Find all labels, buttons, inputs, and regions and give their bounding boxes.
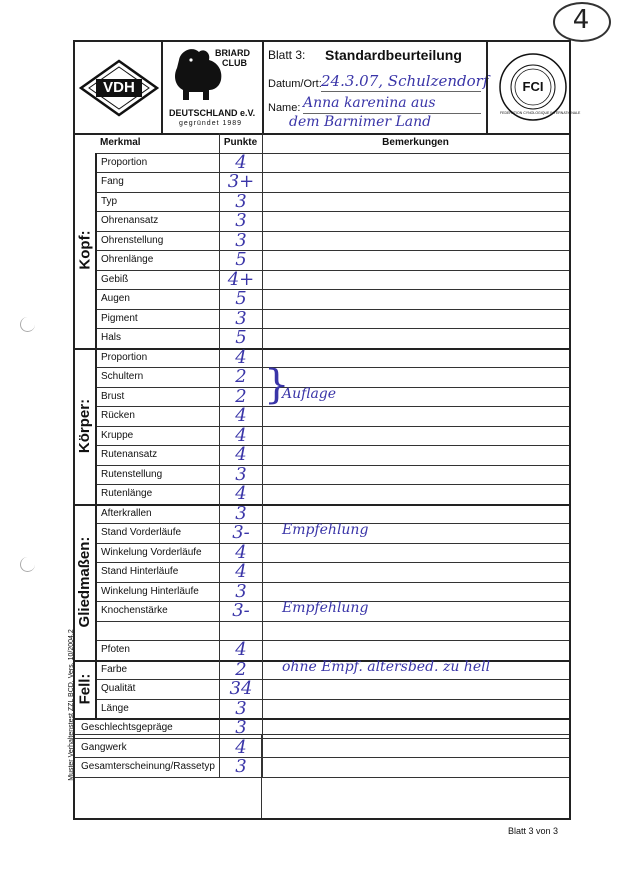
- punkte-column-right: [262, 133, 263, 777]
- vdh-logo-text: VDH: [103, 79, 135, 96]
- merkmal-cell: Schultern: [101, 371, 144, 382]
- merkmal-cell: Proportion: [101, 156, 148, 168]
- merkmal-cell: Pigment: [101, 312, 138, 324]
- punkte-cell: 3: [235, 697, 247, 719]
- merkmal-cell: Augen: [101, 293, 130, 304]
- merkmal-cell: Rutenlänge: [101, 488, 153, 499]
- evaluation-sheet: [73, 40, 581, 820]
- bottom-divider: [261, 734, 262, 818]
- form-version-note: Muster Verhaltenstest ZZL BCD, Vers. 10/2004.2: [68, 629, 75, 781]
- merkmal-cell: Farbe: [101, 663, 128, 675]
- row-rule: [95, 640, 569, 641]
- punkte-cell: 4: [235, 736, 247, 758]
- row-rule: [95, 621, 569, 622]
- row-rule: [95, 679, 569, 680]
- row-rule: [75, 348, 569, 350]
- fci-logo: [498, 52, 581, 122]
- row-rule: [95, 289, 569, 290]
- header-divider: [262, 42, 264, 133]
- section-divider: [95, 504, 97, 660]
- date-underline: [321, 91, 481, 92]
- header-rule: [95, 153, 569, 154]
- page-number: 4: [572, 5, 590, 35]
- punkte-cell: 2: [235, 366, 247, 387]
- punkte-cell: 3+: [227, 171, 255, 192]
- name-label: Name:: [268, 102, 301, 114]
- punkte-cell: 3: [235, 190, 247, 212]
- merkmal-cell: Geschlechtsgepräge: [81, 722, 173, 733]
- merkmal-cell: Qualität: [101, 683, 136, 694]
- merkmal-cell: Proportion: [101, 351, 148, 363]
- merkmal-cell: Gebiß: [101, 273, 129, 285]
- punkte-cell: 4: [235, 444, 247, 465]
- vdh-logo: [79, 59, 159, 117]
- row-rule: [95, 172, 569, 173]
- row-rule: [95, 406, 569, 407]
- merkmal-cell: Afterkrallen: [101, 507, 152, 519]
- merkmal-cell: Rutenansatz: [101, 449, 158, 460]
- row-rule: [95, 328, 569, 329]
- section-divider: [95, 348, 97, 504]
- section-label: Gliedmaßen:: [76, 536, 93, 627]
- punkte-cell: 3: [235, 210, 247, 231]
- merkmal-cell: Gesamterscheinung/Rassetyp: [81, 761, 215, 772]
- punkte-cell: 3: [235, 717, 247, 738]
- punkte-cell: 4: [235, 541, 247, 563]
- sheet-title: Standardbeurteilung: [325, 47, 462, 63]
- merkmal-cell: Knochenstärke: [101, 605, 168, 616]
- punkte-cell: 4: [235, 151, 247, 173]
- punch-mark: [20, 557, 35, 572]
- evaluation-table: [75, 133, 569, 777]
- punkte-cell: 2: [235, 658, 247, 680]
- merkmal-cell: Winkelung Hinterläufe: [101, 585, 199, 597]
- merkmal-cell: Winkelung Vorderläufe: [101, 546, 202, 558]
- merkmal-cell: Stand Vorderläufe: [101, 527, 182, 538]
- fci-logo-text: FCI: [522, 79, 544, 94]
- bemerkung-cell: Empfehlung: [282, 522, 369, 538]
- merkmal-cell: Stand Hinterläufe: [101, 566, 179, 577]
- merkmal-cell: Typ: [101, 195, 118, 207]
- row-rule: [95, 426, 569, 427]
- row-rule: [75, 777, 569, 778]
- merkmal-cell: Länge: [101, 702, 129, 714]
- club-name-line3: DEUTSCHLAND e.V.: [169, 108, 256, 118]
- punkte-cell: 4: [235, 639, 247, 660]
- row-rule: [95, 231, 569, 232]
- row-rule: [95, 699, 569, 700]
- row-rule: [95, 484, 569, 485]
- punkte-cell: 4: [235, 561, 247, 582]
- brace-mark: }: [264, 362, 290, 408]
- punkte-cell: 3: [235, 229, 247, 251]
- name-value-line2: dem Barnimer Land: [289, 114, 432, 130]
- column-header-punkte: Punkte: [223, 137, 258, 148]
- row-rule: [95, 270, 569, 271]
- punkte-cell: 3: [235, 307, 247, 329]
- header-divider: [161, 42, 163, 133]
- merkmal-cell: Ohrenstellung: [101, 234, 164, 246]
- date-place-value: 24.3.07, Schulzendorf: [321, 72, 489, 90]
- row-rule: [95, 192, 569, 193]
- punkte-cell: 2: [235, 385, 247, 407]
- date-place-label: Datum/Ort:: [268, 78, 322, 90]
- merkmal-cell: Pfoten: [101, 644, 130, 655]
- row-rule: [95, 367, 569, 368]
- club-name-line4: gegründet 1989: [179, 120, 243, 127]
- row-rule: [95, 309, 569, 310]
- punkte-cell: 3: [235, 756, 247, 777]
- punkte-cell: 34: [229, 678, 253, 699]
- column-header-bemerkungen: Bemerkungen: [382, 137, 449, 148]
- row-rule: [95, 250, 569, 251]
- sheet-label: Blatt 3:: [268, 48, 306, 62]
- punkte-cell: 3: [235, 580, 247, 602]
- punkte-cell: 5: [235, 249, 247, 270]
- section-label: Kopf:: [76, 230, 93, 270]
- merkmal-cell: Hals: [101, 332, 122, 343]
- bemerkung-cell: Auflage: [282, 385, 337, 402]
- club-name-line2: CLUB: [222, 58, 247, 68]
- punkte-cell: 4: [235, 346, 247, 368]
- row-rule: [95, 211, 569, 212]
- punkte-cell: 4+: [227, 268, 255, 290]
- table-bottom-rule: [75, 734, 569, 735]
- punkte-cell: 4: [235, 424, 247, 446]
- row-rule: [95, 445, 569, 446]
- section-divider: [95, 660, 97, 719]
- merkmal-cell: Kruppe: [101, 429, 134, 441]
- merkmal-cell: Gangwerk: [81, 741, 127, 753]
- punkte-cell: 3-: [232, 600, 250, 621]
- merkmal-cell: Rücken: [101, 410, 135, 421]
- punkte-cell: 3: [235, 502, 247, 524]
- punkte-column-left: [219, 133, 220, 777]
- punkte-cell: 4: [235, 483, 247, 504]
- briard-club-logo: [165, 46, 265, 130]
- name-value-line1: Anna karenina aus: [303, 95, 436, 111]
- section-label: Fell:: [76, 673, 93, 705]
- punkte-cell: 4: [235, 405, 247, 426]
- merkmal-cell: Ohrenlänge: [101, 254, 154, 265]
- section-label: Körper:: [76, 398, 93, 453]
- fci-logo-ring-text: FEDERATION CYNOLOGIQUE INTERNATIONALE: [500, 111, 581, 115]
- punch-mark: [20, 317, 35, 332]
- bemerkung-cell: Empfehlung: [282, 600, 369, 616]
- punkte-cell: 5: [235, 288, 247, 309]
- punkte-cell: 3-: [232, 522, 250, 543]
- punkte-cell: 5: [235, 327, 247, 348]
- bemerkung-cell: ohne Empf. altersbed. zu hell: [282, 658, 491, 675]
- row-rule: [75, 738, 569, 739]
- club-name-line1: BRIARD: [215, 48, 250, 58]
- merkmal-cell: Fang: [101, 176, 124, 187]
- merkmal-cell: Rutenstellung: [101, 468, 163, 480]
- merkmal-cell: Ohrenansatz: [101, 215, 159, 226]
- merkmal-cell: Brust: [101, 390, 125, 402]
- row-rule: [95, 465, 569, 466]
- header-divider: [486, 42, 488, 133]
- punkte-cell: 3: [235, 463, 247, 485]
- column-header-merkmal: Merkmal: [100, 137, 141, 148]
- page-footer: Blatt 3 von 3: [508, 826, 559, 836]
